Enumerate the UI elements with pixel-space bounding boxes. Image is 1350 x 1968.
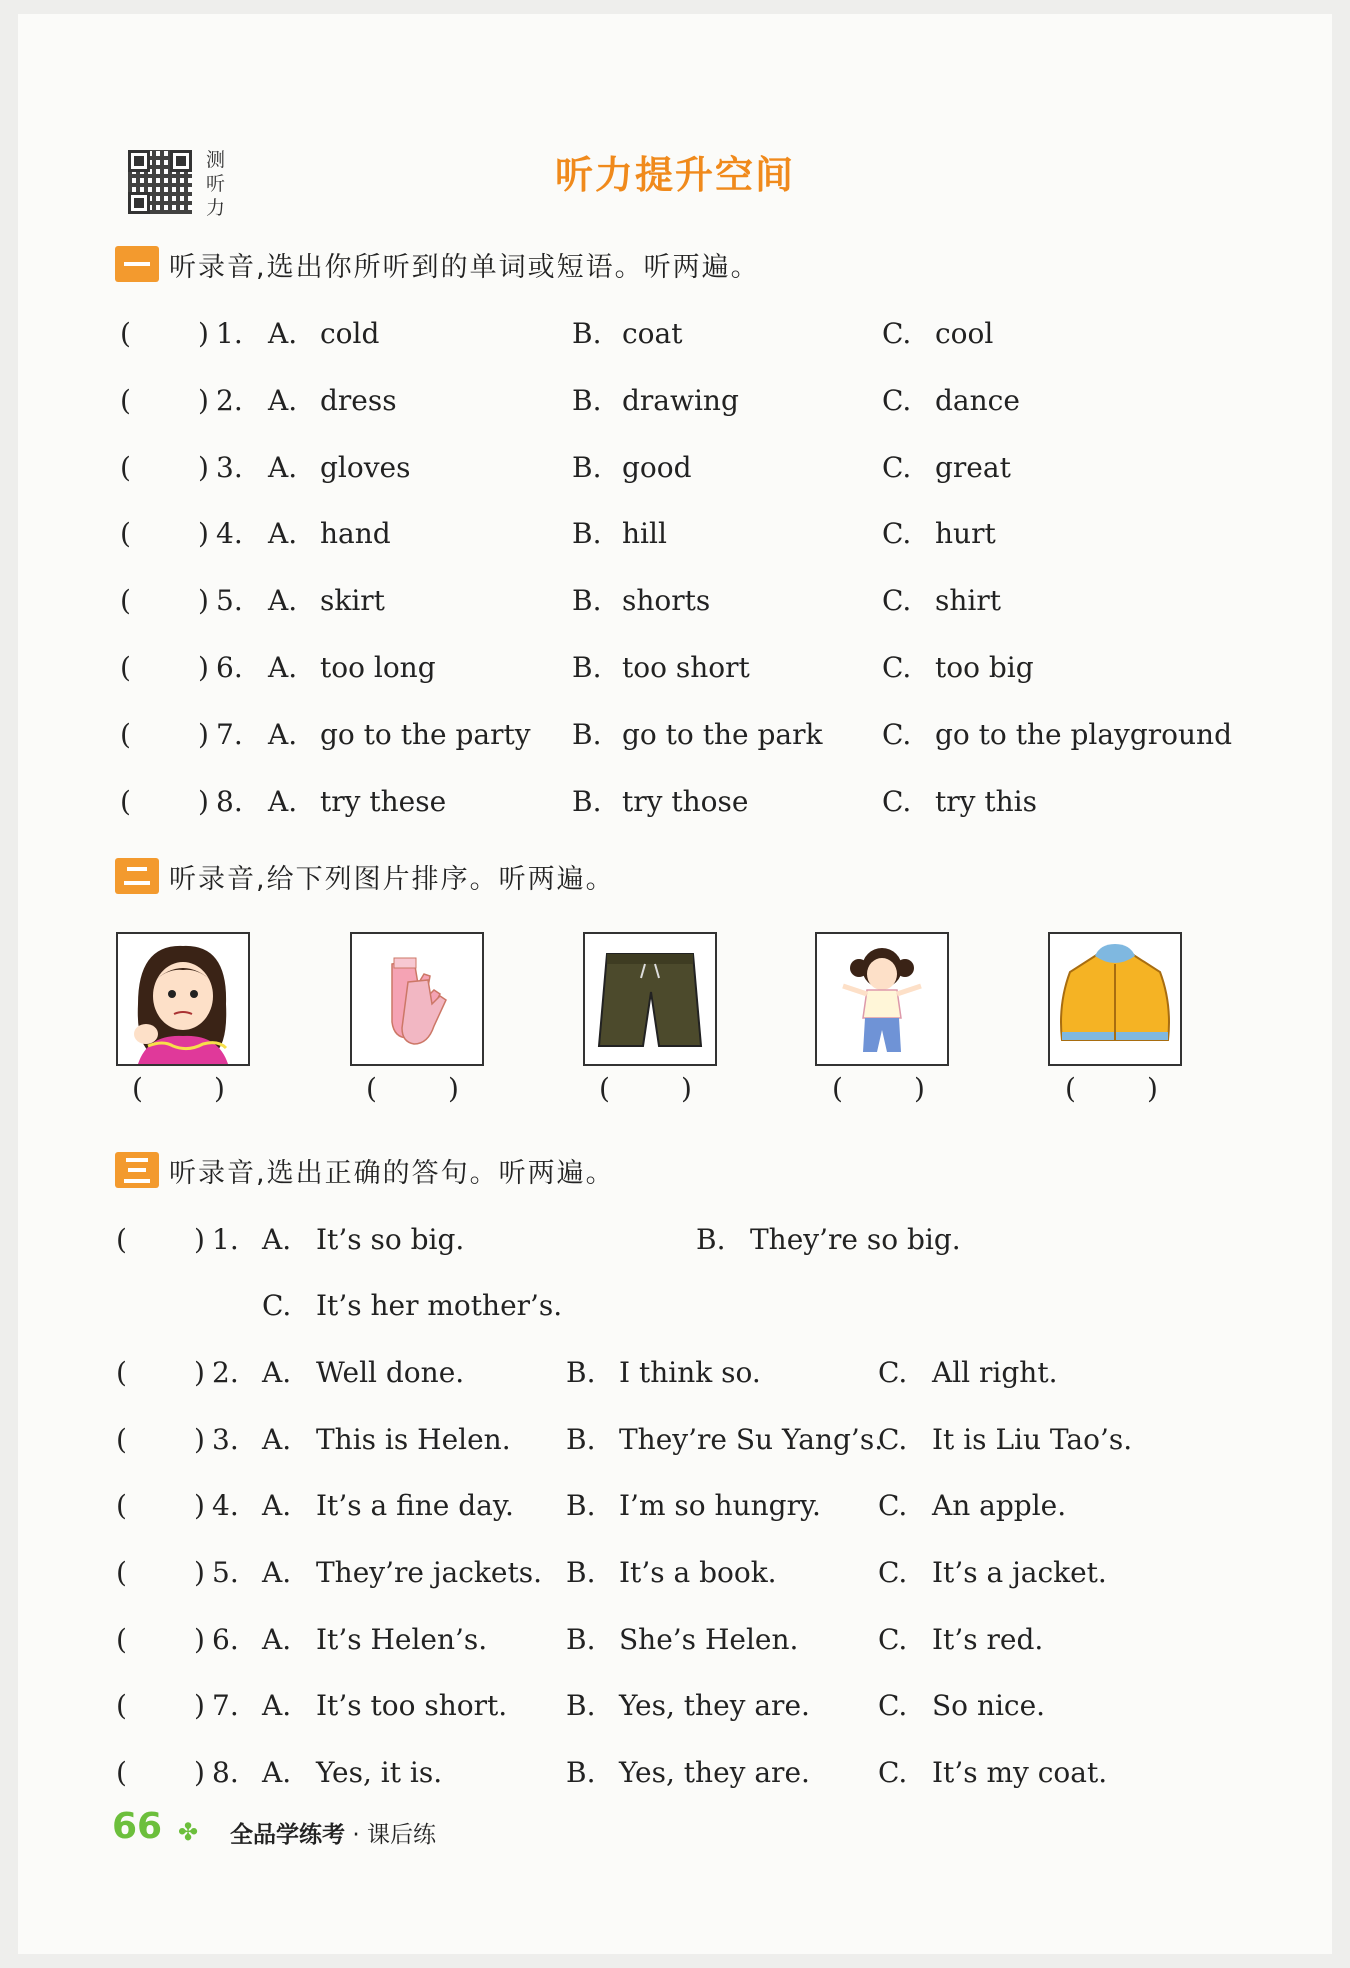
option-c-label: C.: [878, 1556, 908, 1589]
option-a-text: hand: [320, 517, 391, 551]
option-a-text: dress: [320, 383, 397, 417]
footer-brand: [230, 1816, 436, 1849]
girl-cold-icon: [116, 932, 250, 1066]
option-b-text: I think so.: [619, 1356, 761, 1389]
option-c-label: C.: [882, 584, 912, 618]
option-b-label: B.: [572, 784, 602, 818]
clover-icon: ✤: [178, 1818, 199, 1846]
paren-close: ): [214, 1072, 225, 1105]
option-b-text: I’m so hungry.: [619, 1489, 821, 1522]
paren-close: ): [194, 1489, 205, 1522]
question-row: [120, 581, 1240, 621]
paren-open: (: [120, 317, 131, 350]
paren-close: ): [194, 1423, 205, 1456]
option-b-label: B.: [566, 1489, 596, 1522]
paren-open: (: [116, 1756, 127, 1789]
option-a-label: A.: [268, 383, 298, 417]
option-a-text: It’s Helen’s.: [316, 1623, 488, 1656]
paren-open: (: [120, 584, 131, 618]
option-b-label: B.: [566, 1356, 596, 1389]
option-c-label: C.: [878, 1423, 908, 1456]
paren-open: (: [366, 1072, 377, 1105]
page-number: 66: [112, 1806, 163, 1847]
section-3-instruction: 听录音,选出正确的答句。听两遍。: [169, 1157, 615, 1189]
qr-label: 测听力: [206, 149, 226, 219]
question-number: 4.: [212, 1489, 239, 1522]
option-a-text: It’s so big.: [316, 1223, 465, 1256]
question-row: [120, 514, 1240, 554]
option-c-text: cool: [935, 317, 994, 350]
paren-close: ): [198, 784, 209, 818]
paren-close: ): [914, 1072, 925, 1105]
question-row: [120, 448, 1240, 488]
paren-open: (: [120, 383, 131, 417]
question-number: 1.: [212, 1223, 239, 1256]
paren-close: ): [194, 1689, 205, 1722]
option-b-label: B.: [566, 1556, 596, 1589]
option-b-text: Yes, they are.: [619, 1756, 810, 1789]
question-row: [120, 782, 1240, 822]
question-row: [116, 1620, 1236, 1660]
option-c-text: shirt: [935, 584, 1001, 618]
question-row: [116, 1486, 1236, 1526]
option-c-text: It is Liu Tao’s.: [932, 1423, 1133, 1456]
question-number: 4.: [216, 517, 243, 551]
option-c-text: So nice.: [932, 1689, 1046, 1722]
option-a-label: A.: [262, 1423, 292, 1456]
question-row: [116, 1753, 1236, 1793]
gloves-icon: [350, 932, 484, 1066]
question-row: [116, 1686, 1236, 1726]
option-c-label: C.: [262, 1289, 292, 1322]
section-2-instruction: 听录音,给下列图片排序。听两遍。: [169, 863, 615, 895]
option-a-label: A.: [268, 784, 298, 818]
option-c-label: C.: [878, 1489, 908, 1522]
option-b-text: drawing: [622, 383, 739, 417]
option-c-label: C.: [878, 1756, 908, 1789]
paren-open: (: [116, 1623, 127, 1656]
paren-close: ): [198, 517, 209, 551]
paren-open: (: [832, 1072, 843, 1105]
option-b-label: B.: [572, 717, 602, 751]
option-a-text: cold: [320, 317, 380, 350]
option-b-text: hill: [622, 517, 667, 551]
section-1-heading: [115, 244, 760, 284]
question-number: 5.: [216, 584, 243, 618]
option-a-label: A.: [268, 317, 298, 350]
option-c-text: It’s her mother’s.: [316, 1289, 563, 1322]
question-number: 6.: [212, 1623, 239, 1656]
question-row: [116, 1420, 1236, 1460]
option-c-text: great: [935, 450, 1011, 484]
question-row: [116, 1553, 1236, 1593]
question-number: 2.: [212, 1356, 239, 1389]
option-b-text: too short: [622, 651, 750, 684]
option-b-text: Yes, they are.: [619, 1689, 810, 1722]
option-b-text: shorts: [622, 584, 711, 618]
option-b-label: B.: [566, 1689, 596, 1722]
option-a-text: Well done.: [316, 1356, 465, 1389]
option-c-label: C.: [878, 1689, 908, 1722]
paren-open: (: [132, 1072, 143, 1105]
question-number: 7.: [212, 1689, 239, 1722]
option-c-text: An apple.: [932, 1489, 1067, 1522]
paren-close: ): [681, 1072, 692, 1105]
option-a-label: A.: [262, 1756, 292, 1789]
brand-subtitle: 课后练: [366, 1822, 436, 1848]
paren-open: (: [120, 717, 131, 751]
paren-close: ): [194, 1623, 205, 1656]
option-a-label: A.: [262, 1623, 292, 1656]
option-a-text: skirt: [320, 584, 385, 618]
question-row: [116, 1353, 1236, 1393]
option-a-label: A.: [262, 1356, 292, 1389]
option-a-label: A.: [262, 1556, 292, 1589]
brand-separator: ·: [352, 1822, 360, 1848]
option-b-label: B.: [566, 1623, 596, 1656]
paren-close: ): [198, 717, 209, 751]
option-b-text: coat: [622, 317, 683, 350]
option-b-label: B.: [572, 651, 602, 684]
paren-close: ): [198, 651, 209, 684]
option-b-text: They’re so big.: [750, 1223, 961, 1256]
brand-name: 全品学练考: [230, 1822, 345, 1848]
option-b-label: B.: [572, 450, 602, 484]
option-c-label: C.: [882, 651, 912, 684]
option-a-text: It’s a fine day.: [316, 1489, 514, 1522]
section-number-badge: [115, 858, 159, 894]
question-row: [120, 314, 1240, 354]
option-b-label: B.: [572, 383, 602, 417]
paren-open: (: [120, 517, 131, 551]
paren-close: ): [448, 1072, 459, 1105]
section-1-instruction: 听录音,选出你所听到的单词或短语。听两遍。: [169, 251, 760, 283]
paren-close: ): [198, 317, 209, 350]
paren-close: ): [198, 450, 209, 484]
option-b-text: try those: [622, 784, 749, 818]
paren-open: (: [120, 450, 131, 484]
paren-close: ): [198, 383, 209, 417]
option-a-label: A.: [262, 1689, 292, 1722]
paren-open: (: [116, 1556, 127, 1589]
option-c-text: All right.: [932, 1356, 1058, 1389]
option-a-label: A.: [262, 1223, 292, 1256]
option-b-text: It’s a book.: [619, 1556, 777, 1589]
option-a-label: A.: [268, 517, 298, 551]
option-a-label: A.: [262, 1489, 292, 1522]
option-c-label: C.: [882, 517, 912, 551]
question-number: 1.: [216, 317, 243, 350]
option-a-text: Yes, it is.: [316, 1756, 443, 1789]
option-c-label: C.: [878, 1623, 908, 1656]
paren-close: ): [1147, 1072, 1158, 1105]
option-c-text: hurt: [935, 517, 996, 551]
option-a-text: It’s too short.: [316, 1689, 508, 1722]
option-c-label: C.: [882, 784, 912, 818]
question-row: [120, 648, 1240, 688]
question-number: 8.: [216, 784, 243, 818]
section-number-badge: [115, 246, 159, 282]
option-c-text: It’s a jacket.: [932, 1556, 1107, 1589]
paren-open: (: [1065, 1072, 1076, 1105]
paren-close: ): [194, 1556, 205, 1589]
option-c-label: C.: [882, 717, 912, 751]
question-number: 2.: [216, 383, 243, 417]
option-a-label: A.: [268, 717, 298, 751]
option-a-text: They’re jackets.: [316, 1556, 542, 1589]
option-b-label: B.: [566, 1756, 596, 1789]
question-row: [120, 381, 1240, 421]
option-c-text: It’s red.: [932, 1623, 1044, 1656]
option-a-label: A.: [268, 450, 298, 484]
option-a-text: gloves: [320, 450, 411, 484]
option-c-text: It’s my coat.: [932, 1756, 1108, 1789]
paren-close: ): [198, 584, 209, 618]
option-a-text: try these: [320, 784, 447, 818]
page-title: 听力提升空间: [554, 153, 795, 197]
paren-close: ): [194, 1223, 205, 1256]
question-number: 3.: [216, 450, 243, 484]
option-c-label: C.: [882, 450, 912, 484]
option-b-label: B.: [572, 584, 602, 618]
question-row: [120, 715, 1240, 755]
question-number: 3.: [212, 1423, 239, 1456]
option-c-label: C.: [882, 317, 912, 350]
option-a-label: A.: [268, 651, 298, 684]
option-b-label: B.: [696, 1223, 726, 1256]
paren-open: (: [599, 1072, 610, 1105]
paren-open: (: [116, 1423, 127, 1456]
option-c-text: try this: [935, 784, 1037, 818]
option-c-text: dance: [935, 383, 1020, 417]
option-a-text: go to the party: [320, 717, 531, 751]
paren-open: (: [120, 784, 131, 818]
option-b-label: B.: [572, 317, 602, 350]
option-a-label: A.: [268, 584, 298, 618]
paren-open: (: [116, 1489, 127, 1522]
question-number: 8.: [212, 1756, 239, 1789]
question-row: [116, 1220, 1236, 1260]
option-c-label: C.: [878, 1356, 908, 1389]
option-b-text: good: [622, 450, 692, 484]
question-number: 7.: [216, 717, 243, 751]
option-c-text: too big: [935, 651, 1034, 684]
girl-icon: [815, 932, 949, 1066]
option-c-text: go to the playground: [935, 717, 1232, 751]
option-b-text: They’re Su Yang’s.: [619, 1423, 884, 1456]
option-b-text: go to the park: [622, 717, 823, 751]
shorts-icon: [583, 932, 717, 1066]
jacket-icon: [1048, 932, 1182, 1066]
option-c-label: C.: [882, 383, 912, 417]
section-2-heading: [115, 856, 615, 896]
paren-close: ): [194, 1756, 205, 1789]
paren-open: (: [116, 1356, 127, 1389]
paren-close: ): [194, 1356, 205, 1389]
section-number-badge: [115, 1152, 159, 1188]
option-b-text: She’s Helen.: [619, 1623, 799, 1656]
paren-open: (: [116, 1689, 127, 1722]
paren-open: (: [116, 1223, 127, 1256]
question-number: 5.: [212, 1556, 239, 1589]
paren-open: (: [120, 651, 131, 684]
option-b-label: B.: [566, 1423, 596, 1456]
question-row-continued: [116, 1286, 1236, 1326]
option-a-text: This is Helen.: [316, 1423, 511, 1456]
option-a-text: too long: [320, 651, 436, 684]
question-number: 6.: [216, 651, 243, 684]
section-3-heading: [115, 1150, 615, 1190]
option-b-label: B.: [572, 517, 602, 551]
